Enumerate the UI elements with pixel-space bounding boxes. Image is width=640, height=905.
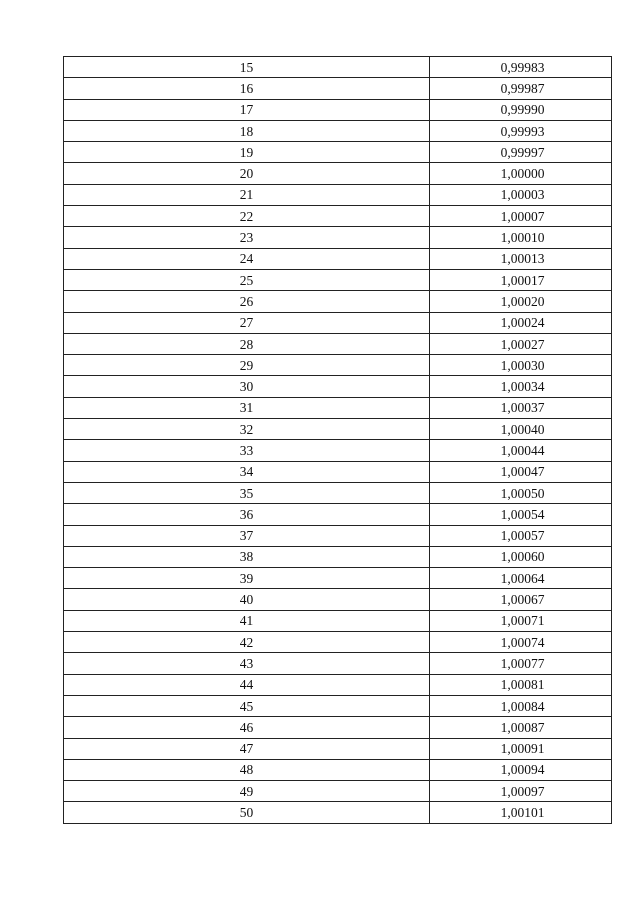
row-value-cell: 1,00010	[430, 227, 612, 248]
table-row	[64, 291, 612, 312]
table-row	[64, 589, 612, 610]
table-row	[64, 206, 612, 227]
row-value-cell: 1,00081	[430, 674, 612, 695]
row-index-cell: 33	[64, 440, 430, 461]
row-index-cell: 16	[64, 78, 430, 99]
row-index-cell: 24	[64, 248, 430, 269]
row-value-cell: 1,00007	[430, 206, 612, 227]
row-index-cell: 42	[64, 632, 430, 653]
row-value-cell: 0,99990	[430, 99, 612, 120]
row-index-cell: 25	[64, 269, 430, 290]
table-row	[64, 525, 612, 546]
row-value-cell: 1,00024	[430, 312, 612, 333]
row-value-cell: 1,00077	[430, 653, 612, 674]
row-index-cell: 49	[64, 781, 430, 802]
row-value-cell: 0,99983	[430, 57, 612, 78]
row-index-cell: 22	[64, 206, 430, 227]
row-index-cell: 17	[64, 99, 430, 120]
row-value-cell: 1,00084	[430, 695, 612, 716]
table-row	[64, 674, 612, 695]
row-value-cell: 1,00040	[430, 419, 612, 440]
row-value-cell: 1,00044	[430, 440, 612, 461]
row-value-cell: 1,00101	[430, 802, 612, 823]
table-row	[64, 333, 612, 354]
row-value-cell: 1,00060	[430, 546, 612, 567]
row-value-cell: 1,00020	[430, 291, 612, 312]
row-index-cell: 45	[64, 695, 430, 716]
table-row	[64, 568, 612, 589]
table-row	[64, 610, 612, 631]
table-row	[64, 482, 612, 503]
row-value-cell: 1,00097	[430, 781, 612, 802]
row-index-cell: 44	[64, 674, 430, 695]
row-value-cell: 0,99993	[430, 120, 612, 141]
row-index-cell: 48	[64, 759, 430, 780]
row-value-cell: 1,00050	[430, 482, 612, 503]
row-index-cell: 30	[64, 376, 430, 397]
row-value-cell: 1,00027	[430, 333, 612, 354]
row-value-cell: 0,99997	[430, 142, 612, 163]
table-row	[64, 99, 612, 120]
table-row	[64, 376, 612, 397]
table-row	[64, 653, 612, 674]
row-value-cell: 1,00017	[430, 269, 612, 290]
table-row	[64, 440, 612, 461]
row-index-cell: 38	[64, 546, 430, 567]
table-row	[64, 504, 612, 525]
row-value-cell: 1,00091	[430, 738, 612, 759]
row-index-cell: 26	[64, 291, 430, 312]
row-value-cell: 1,00034	[430, 376, 612, 397]
table-row	[64, 269, 612, 290]
table-row	[64, 355, 612, 376]
row-value-cell: 1,00064	[430, 568, 612, 589]
row-value-cell: 1,00000	[430, 163, 612, 184]
table-row	[64, 120, 612, 141]
row-index-cell: 34	[64, 461, 430, 482]
row-index-cell: 28	[64, 333, 430, 354]
row-value-cell: 1,00071	[430, 610, 612, 631]
row-index-cell: 29	[64, 355, 430, 376]
row-index-cell: 46	[64, 717, 430, 738]
table-row	[64, 163, 612, 184]
table-row	[64, 419, 612, 440]
table-row	[64, 695, 612, 716]
row-index-cell: 23	[64, 227, 430, 248]
row-value-cell: 1,00057	[430, 525, 612, 546]
row-value-cell: 1,00037	[430, 397, 612, 418]
table-body	[64, 57, 612, 824]
row-index-cell: 47	[64, 738, 430, 759]
row-value-cell: 1,00067	[430, 589, 612, 610]
table-row	[64, 461, 612, 482]
row-value-cell: 1,00003	[430, 184, 612, 205]
row-index-cell: 37	[64, 525, 430, 546]
table-row	[64, 227, 612, 248]
row-value-cell: 0,99987	[430, 78, 612, 99]
row-value-cell: 1,00030	[430, 355, 612, 376]
row-value-cell: 1,00087	[430, 717, 612, 738]
row-index-cell: 27	[64, 312, 430, 333]
row-index-cell: 32	[64, 419, 430, 440]
table-row	[64, 397, 612, 418]
row-index-cell: 35	[64, 482, 430, 503]
row-value-cell: 1,00074	[430, 632, 612, 653]
table-row	[64, 312, 612, 333]
table-row	[64, 142, 612, 163]
row-index-cell: 50	[64, 802, 430, 823]
row-index-cell: 20	[64, 163, 430, 184]
row-index-cell: 19	[64, 142, 430, 163]
table-row	[64, 546, 612, 567]
row-value-cell: 1,00013	[430, 248, 612, 269]
row-index-cell: 31	[64, 397, 430, 418]
correction-factor-table	[63, 56, 612, 824]
row-index-cell: 18	[64, 120, 430, 141]
row-index-cell: 36	[64, 504, 430, 525]
row-value-cell: 1,00054	[430, 504, 612, 525]
row-value-cell: 1,00094	[430, 759, 612, 780]
row-index-cell: 21	[64, 184, 430, 205]
row-index-cell: 43	[64, 653, 430, 674]
table-row	[64, 248, 612, 269]
table-row	[64, 759, 612, 780]
table-row	[64, 802, 612, 823]
row-index-cell: 39	[64, 568, 430, 589]
table-row	[64, 184, 612, 205]
row-value-cell: 1,00047	[430, 461, 612, 482]
table-row	[64, 57, 612, 78]
row-index-cell: 40	[64, 589, 430, 610]
row-index-cell: 15	[64, 57, 430, 78]
table-row	[64, 781, 612, 802]
table-row	[64, 78, 612, 99]
row-index-cell: 41	[64, 610, 430, 631]
table-row	[64, 632, 612, 653]
table-row	[64, 717, 612, 738]
table-row	[64, 738, 612, 759]
